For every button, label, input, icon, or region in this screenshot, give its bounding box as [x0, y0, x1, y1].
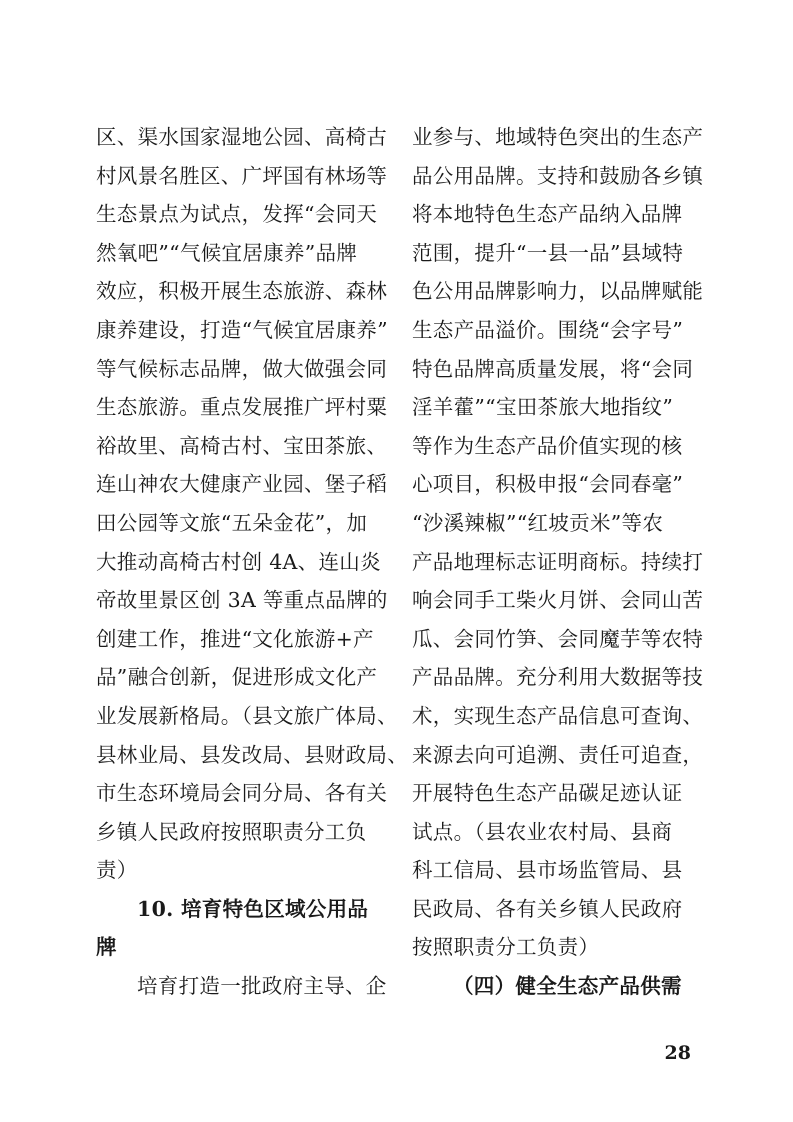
body-line: 然氧吧”“气候宜居康养”品牌	[96, 240, 358, 265]
body-line: 业发展新格局。（县文旅广体局、	[96, 703, 398, 728]
body-line: 色公用品牌影响力，以品牌赋能	[412, 279, 704, 304]
body-line: 品公用品牌。支持和鼓励各乡镇	[412, 163, 704, 188]
body-line: 乡镇人民政府按照职责分工负	[96, 819, 367, 844]
body-line: 品”融合创新，促进形成文化产	[96, 665, 378, 690]
body-line: 淫羊藿”“宝田茶旅大地指纹”	[412, 395, 674, 420]
body-line: 特色品牌高质量发展，将“会同	[412, 356, 694, 381]
left-column	[96, 118, 408, 1006]
body-line: 按照职责分工负责）	[412, 935, 600, 960]
body-line: 市生态环境局会同分局、各有关	[96, 781, 388, 806]
body-line: 科工信局、县市场监管局、县	[412, 858, 683, 883]
body-line: 生态旅游。重点发展推广坪村粟	[96, 395, 388, 420]
body-line: 生态产品溢价。围绕“会字号”	[412, 317, 684, 342]
body-line: 瓜、会同竹笋、会同魔芋等农特	[412, 626, 704, 651]
body-line: 心项目，积极申报“会同春毫”	[412, 472, 684, 497]
subsection-heading: 10. 培育特色区域公用品	[137, 896, 369, 921]
body-line: 产品品牌。充分利用大数据等技	[412, 665, 704, 690]
body-line: 裕故里、高椅古村、宝田茶旅、	[96, 433, 388, 458]
right-column	[412, 118, 718, 1006]
body-line: 效应，积极开展生态旅游、森林	[96, 279, 388, 304]
body-line: 康养建设，打造“气候宜居康养”	[96, 317, 388, 342]
subsection-heading-continued: 牌	[96, 935, 117, 960]
body-line: 区、渠水国家湿地公园、高椅古	[96, 125, 388, 149]
body-line: 将本地特色生态产品纳入品牌	[412, 202, 683, 227]
body-line: 村风景名胜区、广坪国有林场等	[96, 163, 388, 188]
body-line: 术，实现生态产品信息可查询、	[412, 703, 704, 728]
body-line: 试点。（县农业农村局、县商	[412, 819, 673, 844]
body-line: 帝故里景区创 3A 等重点品牌的	[96, 588, 388, 613]
body-line: 民政局、各有关乡镇人民政府	[412, 896, 683, 921]
body-line: 大推动高椅古村创 4A、连山炎	[96, 549, 381, 574]
body-line: 产品地理标志证明商标。持续打	[412, 549, 704, 574]
paragraph-start: 培育打造一批政府主导、企	[137, 974, 387, 999]
body-line: 范围，提升“一县一品”县域特	[412, 240, 684, 265]
body-line: 业参与、地域特色突出的生态产	[412, 125, 704, 149]
body-line: 响会同手工柴火月饼、会同山苦	[412, 588, 704, 613]
page-number: 28	[664, 1042, 691, 1064]
body-line: 县林业局、县发改局、县财政局、	[96, 742, 408, 767]
body-line: 田公园等文旅“五朵金花”，加	[96, 510, 368, 535]
body-line: 等作为生态产品价值实现的核	[412, 433, 683, 458]
body-line: 责）	[96, 858, 138, 883]
body-line: 等气候标志品牌，做大做强会同	[96, 356, 388, 381]
section-heading: （四）健全生态产品供需	[453, 974, 682, 999]
body-line: 来源去向可追溯、责任可追查，	[412, 742, 704, 767]
body-line: “沙溪辣椒”“红坡贡米”等农	[412, 510, 664, 535]
body-line: 开展特色生态产品碳足迹认证	[412, 781, 683, 806]
body-line: 生态景点为试点，发挥“会同天	[96, 202, 378, 227]
body-line: 连山神农大健康产业园、堡子稻	[96, 472, 388, 497]
body-line: 创建工作，推进“文化旅游+产	[96, 626, 374, 651]
